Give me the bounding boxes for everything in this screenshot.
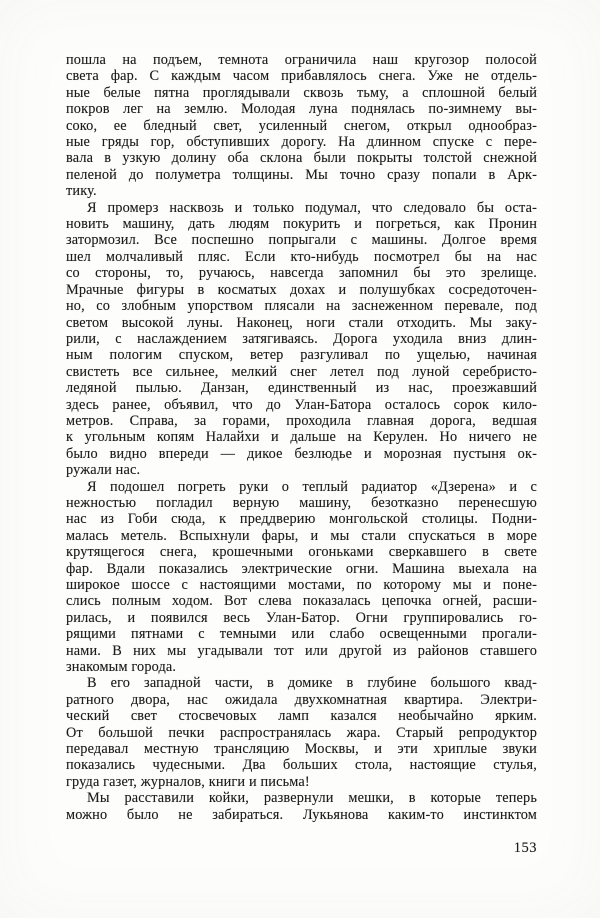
text-line: крутящегося снега, крошечными огоньками сверкавшего в свете <box>66 544 537 561</box>
text-line: нежностью погладил верную машину, безотказно перенесшую <box>66 494 537 511</box>
text-line: нами. В них мы угадывали тот или другой из районов ставшего <box>66 642 537 659</box>
text-line: рящими пятнами с темными или слабо освещенными прогали- <box>66 626 537 643</box>
text-line: можно было не забираться. Лукьянова каким-то инстинктом <box>66 806 537 823</box>
text-line: В его западной части, в домике в глубине большого квад- <box>87 675 537 692</box>
text-line: ные белые пятна проглядывали сквозь тьму, а сплошной белый <box>66 84 537 101</box>
text-line: нас из Гоби сюда, к преддверию монгольской столицы. Подни- <box>66 511 537 528</box>
text-line: передавал местную трансляцию Москвы, и эти хриплые звуки <box>66 741 537 758</box>
text-line: тику. <box>66 183 97 200</box>
text-line: малась метель. Вспыхнули фары, и мы стали спускаться в море <box>66 527 537 544</box>
text-line: ным пологим спуском, ветер разгуливал по ущелью, начиная <box>66 347 537 364</box>
text-line: ледяной пылью. Данзан, единственный из нас, проезжавший <box>66 380 537 397</box>
text-line: к угольным копям Налайхи и дальше на Керулен. Но ничего не <box>66 429 537 446</box>
text-line: знакомым города. <box>66 659 177 676</box>
text-block <box>66 52 537 823</box>
text-line: Мы расставили койки, развернули мешки, в которые теперь <box>87 790 537 807</box>
text-line: светом высокой луны. Наконец, ноги стали отходить. Мы заку- <box>66 314 537 331</box>
text-line: фар. Вдали показались электрические огни. Машина выехала на <box>66 560 537 577</box>
text-line: слись полным ходом. Вот слева показалась цепочка огней, расши- <box>66 593 537 610</box>
text-line: ратного двора, нас ожидала двухкомнатная квартира. Электри- <box>66 691 537 708</box>
text-line: ческий свет стосвечовых ламп казался необычайно ярким. <box>66 708 537 725</box>
text-line: вала в узкую долину оба склона были покрыты толстой снежной <box>66 150 537 167</box>
text-line: рили, с наслаждением затягиваясь. Дорога уходила вниз длин- <box>66 330 537 347</box>
text-line: со стороны, то, ручаюсь, навсегда запомнил бы это зрелище. <box>66 265 537 282</box>
text-line: ружали нас. <box>66 462 141 479</box>
text-line: но, со злобным упорством плясали на заснеженном перевале, под <box>66 298 537 315</box>
text-line: пошла на подъем, темнота ограничила наш кругозор полосой <box>66 52 537 68</box>
text-line: света фар. С каждым часом прибавлялось снега. Уже не отдель- <box>66 68 537 85</box>
text-line: здесь ранее, объявил, что до Улан-Батора осталось сорок кило- <box>66 396 537 413</box>
text-line: соко, ее бледный свет, усиленный снегом, открыл однообраз- <box>66 117 537 134</box>
text-line: От большой печки распространялась жара. Старый репродуктор <box>66 724 537 741</box>
text-line: Мрачные фигуры в косматых дохах и полушубках сосредоточен- <box>66 281 537 298</box>
page-number: 153 <box>513 840 537 856</box>
text-line: ные гряды гор, обступивших дорогу. На длинном спуске с пере- <box>66 134 537 151</box>
text-line: шел молчаливый пляс. Если кто-нибудь посмотрел бы на нас <box>66 248 537 265</box>
text-line: Я промерз насквозь и только подумал, что следовало бы оста- <box>87 199 537 216</box>
text-line: Я подошел погреть руки о теплый радиатор «Дзерена» и с <box>87 478 537 495</box>
text-line: рилась, и появился весь Улан-Батор. Огни группировались го- <box>66 609 537 626</box>
text-line: затормозил. Все поспешно попрыгали с машины. Долгое время <box>66 232 537 249</box>
text-line: метров. Справа, за горами, проходила главная дорога, ведшая <box>66 412 537 429</box>
text-line: показались чудесными. Два больших стола, настоящие стулья, <box>66 757 537 774</box>
text-line: широкое шоссе с настоящими мостами, по которому мы и поне- <box>66 577 537 593</box>
text-line: было видно впереди — дикое безлюдье и морозная пустыня ок- <box>66 445 537 462</box>
text-line: груда газет, журналов, книги и письма! <box>66 773 310 790</box>
text-line: пеленой до полуметра толщины. Мы точно сразу попали в Арк- <box>66 166 537 183</box>
text-line: покров лег на землю. Молодая луна поднялась по-зимнему вы- <box>66 101 537 118</box>
text-line: новить машину, дать людям покурить и погреться, как Пронин <box>66 216 537 233</box>
text-line: свистеть все сильнее, мелкий снег летел под луной серебристо- <box>66 363 537 380</box>
